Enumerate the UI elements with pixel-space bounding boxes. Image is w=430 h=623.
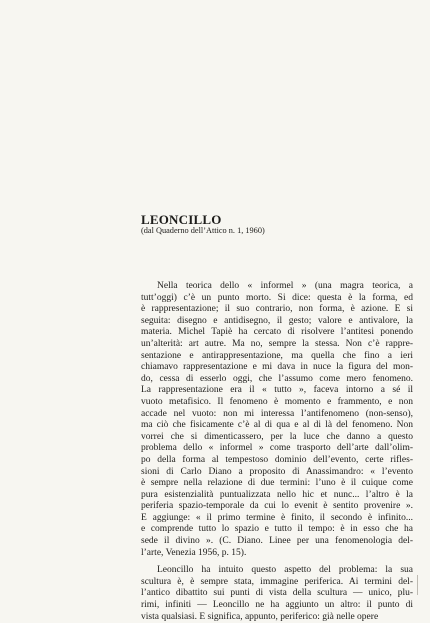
text-line: e comprende tutto lo spazio e tutto il tempo: è in esso che ha	[141, 524, 413, 535]
text-line: pura esistenzialità puntualizzata nello hic et nunc... l’altro è la	[141, 489, 413, 500]
text-line: l’arte, Venezia 1956, p. 15).	[141, 547, 247, 558]
margin-mark	[417, 575, 418, 595]
text-line: La rappresentazione era il « tutto », faceva intorno a sé il	[141, 385, 413, 396]
article-source: (dal Quaderno dell’Attico n. 1, 1960)	[141, 226, 265, 235]
text-line: scultura è, è sempre stata, immagine periferica. Ai termini del-	[141, 576, 413, 587]
text-line: rimi, infiniti — Leoncillo ne ha aggiunto un altro: il punto di	[141, 600, 413, 611]
text-line: tutt’oggi) c’è un punto morto. Si dice: questa è la forma, ed	[141, 292, 413, 303]
text-line: problema dello « informel » come trasporto dell’arte dall’olim-	[141, 443, 413, 454]
text-line: Leoncillo ha intuito questo aspetto del problema: la sua	[157, 565, 413, 576]
text-line: chiamavo rappresentazione e mi dava in nuce la figura del mon-	[141, 362, 413, 373]
text-line: l’antico dibattito sui punti di vista della scultura — unico, plu-	[141, 588, 413, 599]
text-line: vuoto metafisico. Il fenomeno è momento e frammento, e non	[141, 396, 413, 407]
text-line: vorrei che si dimenticassero, per la luce che danno a questo	[141, 431, 413, 442]
text-line: sioni di Carlo Diano a proposito di Anassimandro: « l’evento	[141, 466, 413, 477]
article-body	[141, 281, 413, 623]
text-line: vista qualsiasi. E significa, appunto, periferico: già nelle opere	[141, 611, 379, 622]
text-line: seguita: disegno e antidisegno, il gesto; valore e antivalore, la	[141, 315, 413, 326]
text-line: Nella teorica dello « informel » (una magra teorica, a	[157, 281, 413, 291]
text-line: ma ciò che fisicamente c’è al di qua e al di là del fenomeno. Non	[141, 420, 413, 431]
paragraph	[141, 281, 413, 559]
text-line: do, cessa di esserlo oggi, che l’assumo come mero fenomeno.	[141, 373, 413, 384]
text-line: sentazione e antirappresentazione, ma quella che fino a ieri	[141, 350, 413, 361]
text-line: E aggiunge: « il primo termine è finito, il secondo è infinito...	[141, 512, 413, 523]
text-line: po della forma al tempestoso dominio dell’evento, certe rifles-	[141, 454, 413, 465]
text-line: periferia spazio-temporale da cui lo evenit è sentito provenire ».	[141, 501, 413, 512]
text-line: un’alterità: art autre. Ma no, sempre la stessa. Non c’è rappre-	[141, 338, 413, 349]
text-line: è sempre nella relazione di due termini: l’uno è il cuique come	[141, 478, 413, 489]
text-line: accade nel vuoto: non mi interessa l’antifenomeno (non-senso),	[141, 408, 413, 419]
text-line: sede il divino ». (C. Diano. Linee per una fenomenologia del-	[141, 536, 413, 547]
text-line: è rappresentazione; il suo contrario, non forma, è azione. E si	[141, 304, 413, 315]
article-title: LEONCILLO	[141, 212, 222, 227]
paragraph	[141, 565, 413, 623]
text-line: materia. Michel Tapiè ha cercato di risolvere l’antitesi ponendo	[141, 327, 413, 338]
